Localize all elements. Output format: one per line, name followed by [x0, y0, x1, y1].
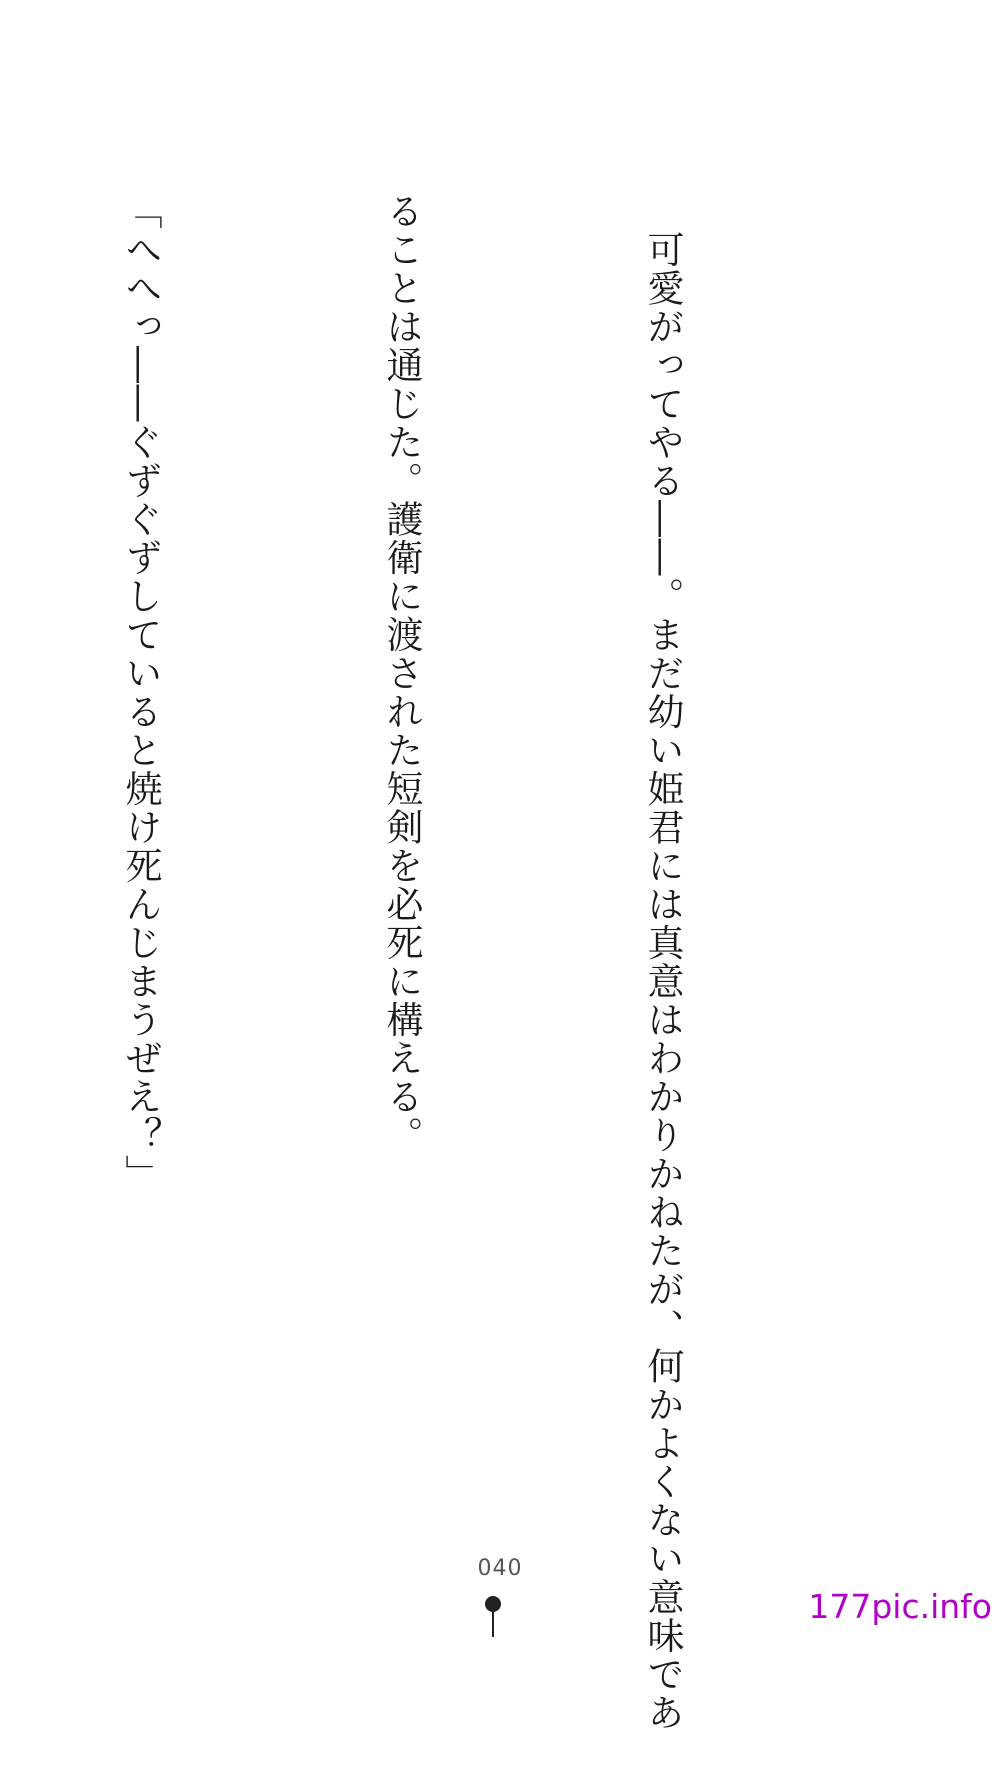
watermark: 177pic.info — [808, 1587, 992, 1626]
page-number: 040 — [477, 1556, 523, 1581]
page-marker-line — [492, 1610, 494, 1637]
text-line: 「へへっ――ぐずぐずしていると焼け死んじまうぜえ？」 — [119, 192, 162, 1193]
text-line: 可愛がってやる――。まだ幼い姫君には真意はわかりかねたが、何かよくない意味であ — [641, 192, 684, 1732]
text-line: ることは通じた。護衛に渡された短剣を必死に構える。 — [380, 192, 423, 1155]
